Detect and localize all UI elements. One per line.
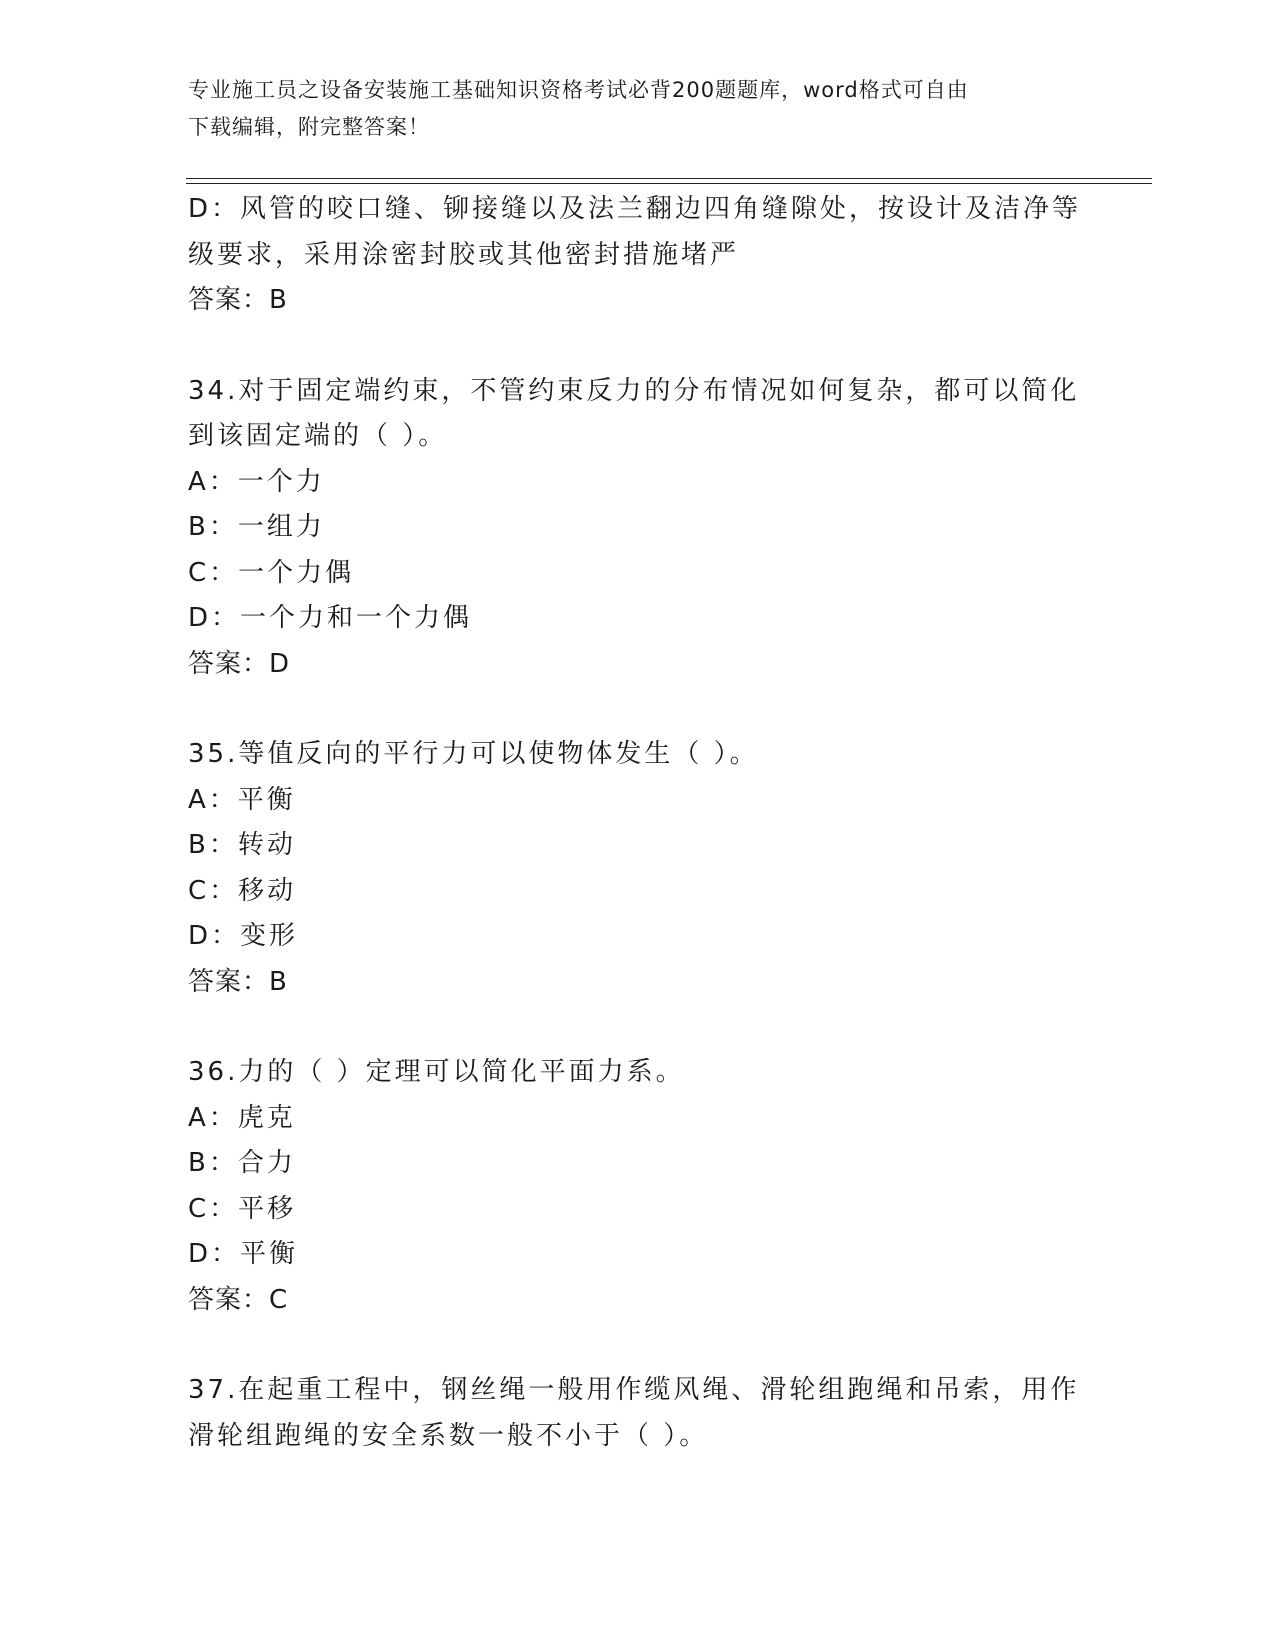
- option-c: C：一个力偶: [188, 557, 355, 588]
- option-b: B：一组力: [188, 512, 325, 542]
- answer-label: 答案：D: [188, 648, 291, 679]
- prev-question-block: [188, 187, 1088, 324]
- question-stem-line-2: 到该固定端的（ ）。: [188, 421, 448, 451]
- answer-label: 答案：B: [188, 285, 288, 315]
- question-34: [188, 369, 1088, 688]
- header-title-line-2: 下载编辑，附完整答案！: [188, 115, 430, 139]
- option-c: C：移动: [188, 875, 297, 906]
- option-d: D：平衡: [188, 1239, 299, 1269]
- option-d-line-1: D：风管的咬口缝、铆接缝以及法兰翻边四角缝隙处，按设计及洁净等: [188, 194, 1082, 224]
- question-37: [188, 1368, 1088, 1459]
- option-d: D：一个力和一个力偶: [188, 603, 473, 633]
- header-title-line-1: 专业施工员之设备安装施工基础知识资格考试必背200题题库，word格式可自由: [188, 78, 969, 102]
- document-header: [188, 72, 1068, 146]
- answer-label: 答案：B: [188, 966, 288, 997]
- question-stem-line-1: 35.等值反向的平行力可以使物体发生（ ）。: [188, 739, 759, 769]
- option-a: A：平衡: [188, 784, 296, 815]
- option-d-line-2: 级要求，采用涂密封胶或其他密封措施堵严: [188, 239, 740, 270]
- question-stem-line-2: 滑轮组跑绳的安全系数一般不小于（ ）。: [188, 1420, 709, 1451]
- option-a: A：虎克: [188, 1102, 296, 1133]
- spacer: [188, 1005, 1088, 1050]
- option-b: B：转动: [188, 830, 296, 860]
- option-b: B：合力: [188, 1148, 296, 1178]
- question-list: [188, 187, 1088, 1459]
- question-stem-line-1: 34.对于固定端约束，不管约束反力的分布情况如何复杂，都可以简化: [188, 375, 1080, 406]
- option-c: C：平移: [188, 1193, 297, 1224]
- spacer: [188, 687, 1088, 732]
- option-d: D：变形: [188, 921, 299, 951]
- question-stem-line-1: 37.在起重工程中，钢丝绳一般用作缆风绳、滑轮组跑绳和吊索，用作: [188, 1375, 1080, 1405]
- spacer: [188, 1323, 1088, 1368]
- header-divider-top: [186, 178, 1152, 179]
- question-36: [188, 1050, 1088, 1323]
- spacer: [188, 324, 1088, 369]
- question-35: [188, 732, 1088, 1005]
- answer-label: 答案：C: [188, 1284, 289, 1315]
- question-stem-line-1: 36.力的（ ）定理可以简化平面力系。: [188, 1057, 685, 1087]
- header-divider-bottom: [186, 183, 1152, 184]
- option-a: A：一个力: [188, 466, 325, 497]
